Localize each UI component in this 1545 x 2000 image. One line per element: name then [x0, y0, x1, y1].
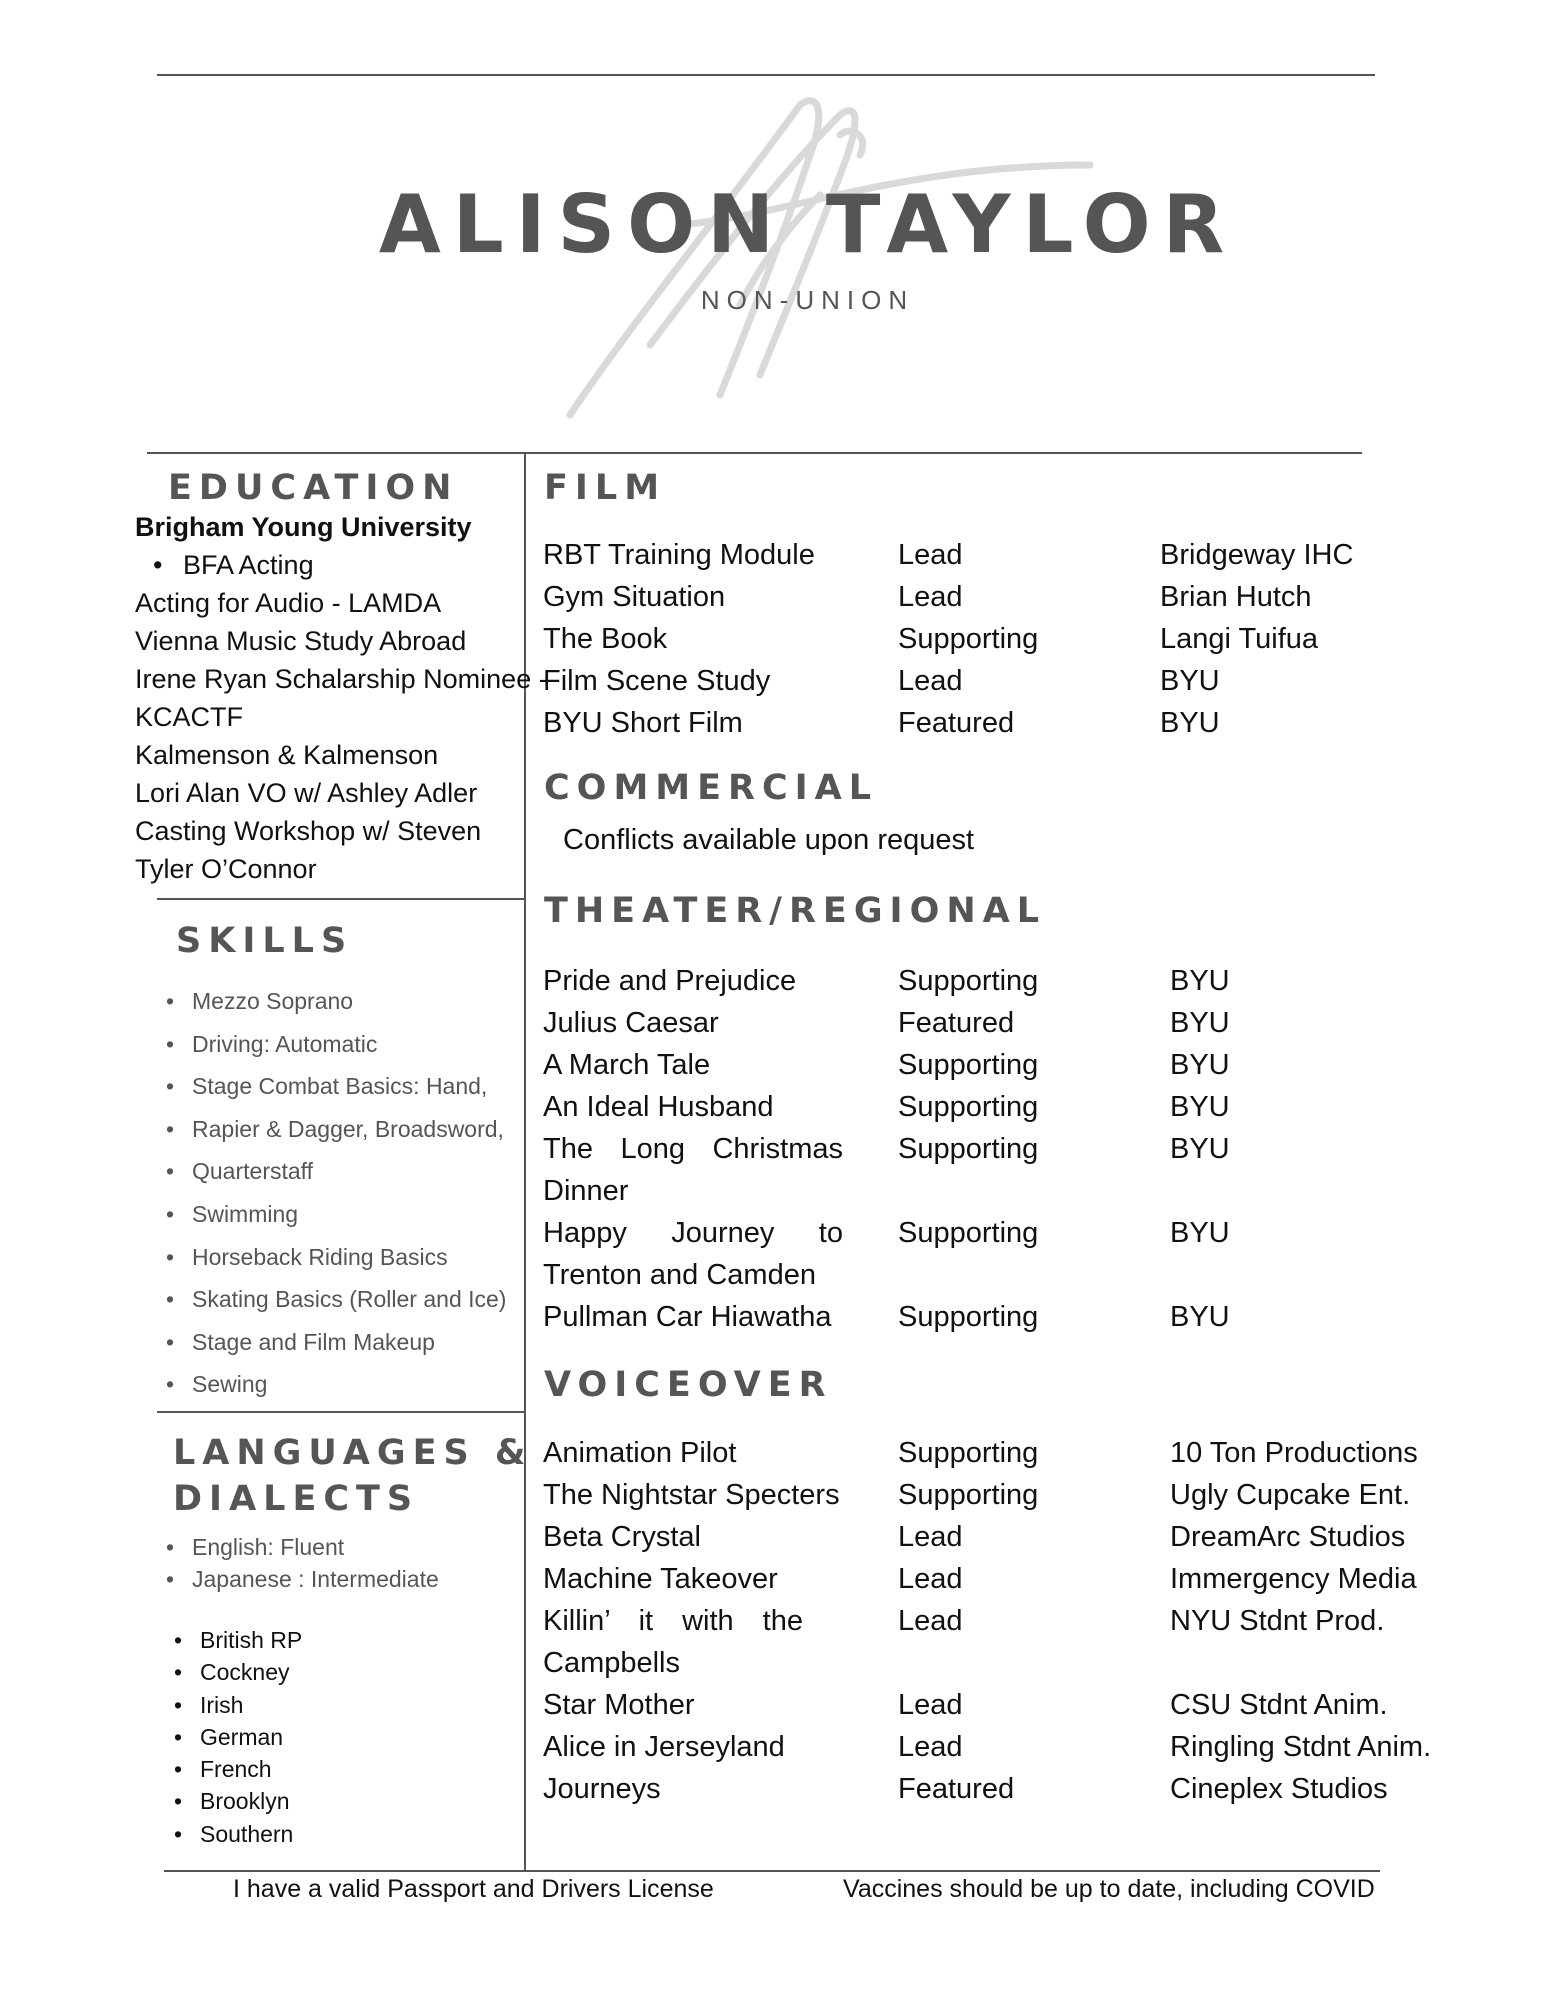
skill-item-continued: • Quarterstaff [160, 1150, 520, 1193]
theater-credit-row [543, 960, 1230, 1002]
voiceover-credit-row [543, 1726, 1431, 1768]
dialect-item: • Irish [168, 1689, 302, 1721]
skill-item: • Stage Combat Basics: Hand, [160, 1065, 520, 1108]
theater-credit-row [543, 1212, 1230, 1296]
credit-title: Animation Pilot [543, 1437, 737, 1469]
footer-right-note: Vaccines should be up to date, including COVID [843, 1875, 1375, 1903]
credit-title: The Long Christmas Dinner [543, 1133, 843, 1207]
skill-item: • Mezzo Soprano [160, 980, 520, 1023]
credit-org: Langi Tuifua [1160, 623, 1319, 655]
credit-org: Brian Hutch [1160, 581, 1312, 613]
credit-title: Pride and Prejudice [543, 965, 797, 997]
credit-title: Pullman Car Hiawatha [543, 1301, 832, 1333]
actor-name: ALISON TAYLOR [378, 178, 1237, 271]
theater-credit-row [543, 1296, 1230, 1338]
voiceover-credit-row [543, 1474, 1431, 1516]
credit-title: An Ideal Husband [543, 1091, 774, 1123]
credit-org: BYU [1160, 665, 1220, 697]
voiceover-credit-row [543, 1516, 1431, 1558]
credit-role: Lead [898, 539, 963, 571]
header-bottom-rule [147, 452, 1362, 454]
credit-title: Beta Crystal [543, 1521, 701, 1553]
credit-role: Lead [898, 665, 963, 697]
education-item: Tyler O’Connor [135, 854, 317, 884]
skill-item: • Horseback Riding Basics [160, 1236, 520, 1279]
credit-role: Lead [898, 1731, 963, 1763]
credit-org: BYU [1170, 1301, 1230, 1333]
credit-role: Lead [898, 1605, 963, 1637]
credit-org: DreamArc Studios [1170, 1521, 1406, 1553]
credit-role: Supporting [898, 1133, 1039, 1165]
skill-item: • Driving: Automatic [160, 1023, 520, 1066]
credit-org: 10 Ton Productions [1170, 1437, 1418, 1469]
voiceover-credits [543, 1432, 1431, 1810]
education-item: Lori Alan VO w/ Ashley Adler [135, 778, 478, 808]
credit-title: Star Mother [543, 1689, 695, 1721]
credit-title: Alice in Jerseyland [543, 1731, 785, 1763]
credit-role: Supporting [898, 1217, 1039, 1249]
language-item: • English: Fluent [160, 1532, 439, 1564]
voiceover-credit-row [543, 1432, 1431, 1474]
top-rule [157, 74, 1375, 76]
credit-role: Featured [898, 707, 1015, 739]
education-item: Casting Workshop w/ Steven [135, 816, 482, 846]
credit-org: BYU [1170, 965, 1230, 997]
skill-item: • Sewing [160, 1363, 520, 1406]
dialect-item: • Brooklyn [168, 1785, 302, 1817]
theater-credit-row [543, 1086, 1230, 1128]
film-credit-row [543, 618, 1353, 660]
credit-org: BYU [1170, 1217, 1230, 1249]
voiceover-heading: VOICEOVER [544, 1362, 833, 1408]
education-heading: EDUCATION [168, 465, 458, 511]
film-credit-row [543, 702, 1353, 744]
dialect-item: • British RP [168, 1624, 302, 1656]
union-status: NON-UNION [700, 285, 915, 315]
education-item: KCACTF [135, 702, 243, 732]
credit-org: BYU [1170, 1049, 1230, 1081]
credit-role: Featured [898, 1007, 1015, 1039]
credit-role: Supporting [898, 965, 1039, 997]
dialect-item: • Southern [168, 1818, 302, 1850]
credit-role: Lead [898, 1689, 963, 1721]
credit-org: Bridgeway IHC [1160, 539, 1354, 571]
credit-title: Killin’ it with the Campbells [543, 1605, 803, 1679]
credit-role: Featured [898, 1773, 1015, 1805]
credit-title: Gym Situation [543, 581, 726, 613]
credit-role: Lead [898, 1521, 963, 1553]
credit-role: Supporting [898, 1091, 1039, 1123]
education-item: Irene Ryan Schalarship Nominee - [135, 664, 548, 694]
credit-org: BYU [1170, 1007, 1230, 1039]
film-credits [543, 534, 1353, 744]
dialect-item: • French [168, 1753, 302, 1785]
theater-credit-row [543, 1128, 1230, 1212]
credit-title: Julius Caesar [543, 1007, 719, 1039]
credit-role: Supporting [898, 1301, 1039, 1333]
languages-list [160, 1532, 439, 1595]
education-item: Acting for Audio - LAMDA [135, 588, 442, 618]
education-list [135, 508, 555, 888]
credit-title: Journeys [543, 1773, 661, 1805]
credit-org: NYU Stdnt Prod. [1170, 1605, 1385, 1637]
theater-credits [543, 960, 1230, 1338]
credit-org: Immergency Media [1170, 1563, 1417, 1595]
commercial-note: Conflicts available upon request [563, 824, 975, 856]
education-degree: • BFA Acting [135, 546, 555, 584]
dialect-item: • German [168, 1721, 302, 1753]
skills-bottom-rule [157, 1411, 524, 1413]
dialect-item: • Cockney [168, 1656, 302, 1688]
voiceover-credit-row [543, 1558, 1431, 1600]
theater-credit-row [543, 1002, 1230, 1044]
language-item: • Japanese : Intermediate [160, 1564, 439, 1596]
theater-credit-row [543, 1044, 1230, 1086]
credit-role: Lead [898, 581, 963, 613]
credit-org: BYU [1170, 1091, 1230, 1123]
footer-left-note: I have a valid Passport and Drivers License [233, 1875, 714, 1903]
skill-item: • Swimming [160, 1193, 520, 1236]
credit-org: BYU [1170, 1133, 1230, 1165]
credit-role: Supporting [898, 1049, 1039, 1081]
film-credit-row [543, 576, 1353, 618]
skill-item-continued: • Rapier & Dagger, Broadsword, [160, 1108, 520, 1151]
credit-role: Lead [898, 1563, 963, 1595]
commercial-heading: COMMERCIAL [544, 765, 878, 811]
credit-org: Cineplex Studios [1170, 1773, 1388, 1805]
film-credit-row [543, 660, 1353, 702]
education-item: Kalmenson & Kalmenson [135, 740, 439, 770]
credit-title: Machine Takeover [543, 1563, 778, 1595]
credit-title: Happy Journey to Trenton and Camden [543, 1217, 843, 1291]
theater-heading: THEATER/REGIONAL [544, 888, 1046, 934]
education-item: Vienna Music Study Abroad [135, 626, 467, 656]
education-bottom-rule [157, 898, 524, 900]
voiceover-credit-row [543, 1768, 1431, 1810]
credit-role: Supporting [898, 1437, 1039, 1469]
credit-title: A March Tale [543, 1049, 711, 1081]
film-heading: FILM [544, 465, 666, 511]
dialects-list [168, 1624, 302, 1850]
skill-item: • Skating Basics (Roller and Ice) [160, 1278, 520, 1321]
credit-org: Ugly Cupcake Ent. [1170, 1479, 1411, 1511]
credit-role: Supporting [898, 1479, 1039, 1511]
languages-heading: LANGUAGES & DIALECTS [173, 1430, 532, 1522]
credit-title: RBT Training Module [543, 539, 815, 571]
credit-title: The Book [543, 623, 668, 655]
credit-org: BYU [1160, 707, 1220, 739]
credit-title: Film Scene Study [543, 665, 771, 697]
credit-org: CSU Stdnt Anim. [1170, 1689, 1388, 1721]
skills-heading: SKILLS [176, 918, 353, 964]
skill-item: • Stage and Film Makeup [160, 1321, 520, 1364]
credit-org: Ringling Stdnt Anim. [1170, 1731, 1432, 1763]
voiceover-credit-row [543, 1684, 1431, 1726]
voiceover-credit-row [543, 1600, 1431, 1684]
credit-title: The Nightstar Specters [543, 1479, 840, 1511]
film-credit-row [543, 534, 1353, 576]
credit-title: BYU Short Film [543, 707, 743, 739]
credit-role: Supporting [898, 623, 1039, 655]
education-school: Brigham Young University [135, 512, 472, 542]
skills-list [160, 980, 520, 1406]
